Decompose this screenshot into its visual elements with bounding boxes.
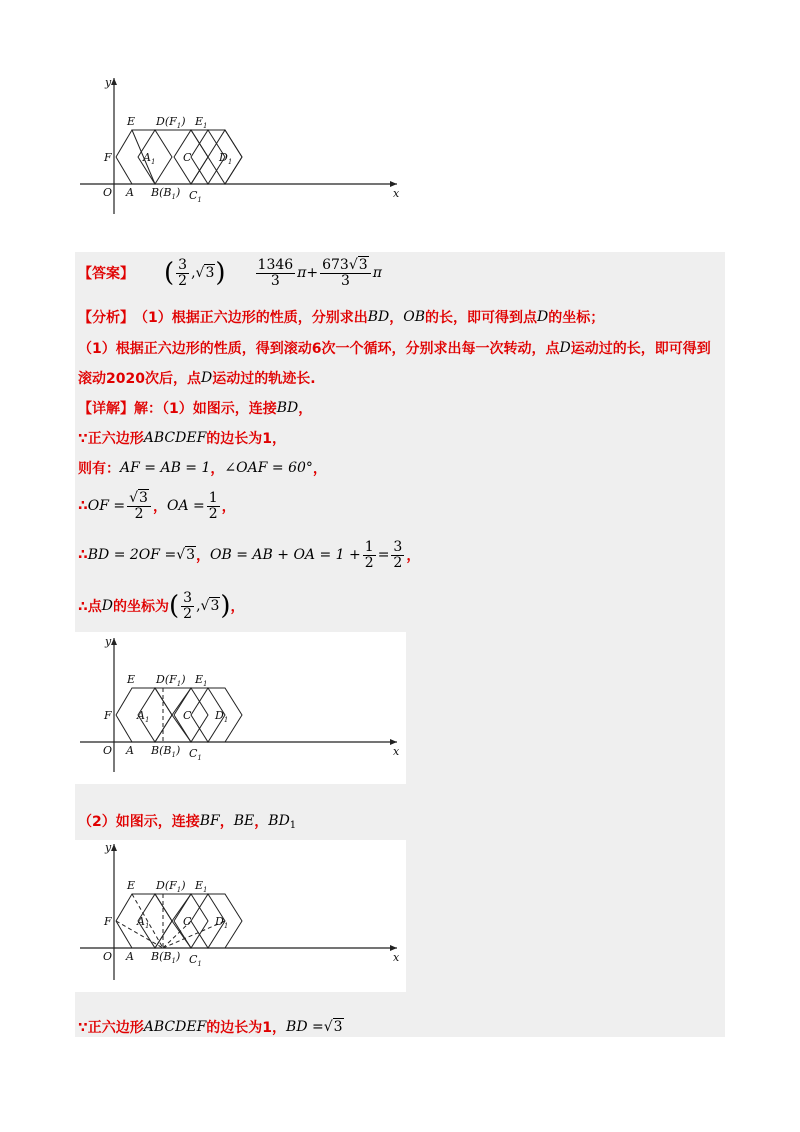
- svg-text:x: x: [393, 745, 400, 758]
- svg-text:x: x: [393, 951, 400, 964]
- answer-line: 【答案】 ( $\frac{3}{2}$ , √3 ) $\frac{1346}{3}$ π + $\frac{673√3}{3}$ π: [78, 256, 382, 289]
- svg-text:F: F: [104, 915, 112, 928]
- svg-text:F: F: [104, 709, 112, 722]
- answer-1-fraction: $\frac{3}{2}$: [178, 256, 188, 289]
- answer-1-sqrt: √3: [195, 265, 215, 281]
- label-E1: $E_1$: [195, 115, 208, 130]
- svg-text:A1: $A_1$: [137, 709, 150, 724]
- y-axis-arrow: [111, 638, 117, 645]
- y-axis-arrow: [111, 78, 117, 85]
- detail-line-1: 【详解】 解：（1）如图示，连接 BD ，: [78, 400, 313, 417]
- svg-text:B(B1): $B(B_1)$: [151, 744, 181, 759]
- hexagon-figure-2: [75, 632, 406, 784]
- outline-bottom: [116, 715, 225, 742]
- analysis-line-2: （1）根据正六边形的性质，得到滚动6次一个循环，分别求出每一次转动，点 D 运动过的长，即可得到: [78, 340, 711, 357]
- label-B-B1: $B(B_1)$: [151, 186, 181, 201]
- label-C1: $C_1$: [189, 189, 202, 204]
- svg-text:E1: $E_1$: [195, 673, 208, 688]
- svg-text:O: O: [103, 744, 113, 757]
- label-x: x: [393, 187, 400, 200]
- svg-text:D1: $D_1$: [215, 915, 229, 930]
- part2-line-2: ∵正六边形 ABCDEF 的边长为1， BD = √3: [78, 1019, 343, 1036]
- detail-line-4: ∴ OF = $\frac{√3}{2}$ ， OA = $\frac{1}{2}$ ，: [78, 489, 236, 522]
- label-E: E: [127, 115, 136, 128]
- hexagon-figure-1: [75, 68, 410, 218]
- svg-text:E: E: [127, 673, 136, 686]
- label-F: F: [104, 151, 112, 164]
- svg-text:y: y: [105, 841, 112, 854]
- y-axis-arrow: [111, 844, 117, 851]
- detail-line-5: ∴ BD = 2OF = √3 ， OB = AB + OA = 1 + $\frac{1}{2}$ = $\frac{3}{2}$ ，: [78, 538, 421, 571]
- detail-line-3: 则有： AF = AB = 1 ， ∠OAF = 60° ，: [78, 460, 327, 477]
- answer-label: 【答案】: [78, 266, 134, 282]
- svg-text:E: E: [127, 879, 136, 892]
- analysis-line-1: 【分析】 （1）根据正六边形的性质，分别求出 BD ， OB 的长，即可得到点 D 的坐标；: [78, 309, 605, 326]
- answer-2-fraction-b: $\frac{673√3}{3}$: [320, 258, 371, 289]
- svg-text:A: A: [126, 744, 134, 757]
- label-y: y: [105, 76, 112, 89]
- label-O: O: [103, 186, 113, 199]
- svg-text:A: A: [126, 950, 134, 963]
- svg-text:A1: $A_1$: [137, 915, 150, 930]
- svg-text:y: y: [105, 635, 112, 648]
- svg-text:E1: $E_1$: [195, 879, 208, 894]
- label-A1: $A_1$: [143, 151, 156, 166]
- dashed-segments: [116, 894, 225, 948]
- svg-text:D1: $D_1$: [215, 709, 229, 724]
- answer-2-fraction-a: $\frac{1346}{3}$: [257, 256, 294, 289]
- hexagon-edge: [116, 130, 132, 157]
- label-D-F1: $D(F_1)$: [156, 115, 186, 130]
- label-D1: $D_1$: [219, 151, 233, 166]
- outline-bottom: [116, 921, 225, 948]
- detail-line-6: ∴点 D 的坐标为 ( $\frac{3}{2}$ , √3 ) ，: [78, 589, 245, 622]
- label-C: C: [183, 151, 192, 164]
- label-A: A: [126, 186, 134, 199]
- svg-text:D(F1): $D(F_1)$: [156, 673, 186, 688]
- svg-text:D(F1): $D(F_1)$: [156, 879, 186, 894]
- svg-text:C1: $C_1$: [189, 953, 202, 968]
- analysis-line-3: 滚动2020次后，点 D 运动过的轨迹长.: [78, 370, 316, 387]
- part2-line-1: （2）如图示，连接 BF ， BE ， BD 1: [78, 813, 297, 831]
- svg-text:B(B1): $B(B_1)$: [151, 950, 181, 965]
- svg-text:O: O: [103, 950, 113, 963]
- svg-text:C: C: [183, 709, 192, 722]
- detail-line-2: ∵正六边形 ABCDEF 的边长为1，: [78, 430, 287, 447]
- hexagon-figure-3: [75, 840, 406, 992]
- svg-text:C: C: [183, 915, 192, 928]
- svg-text:C1: $C_1$: [189, 747, 202, 762]
